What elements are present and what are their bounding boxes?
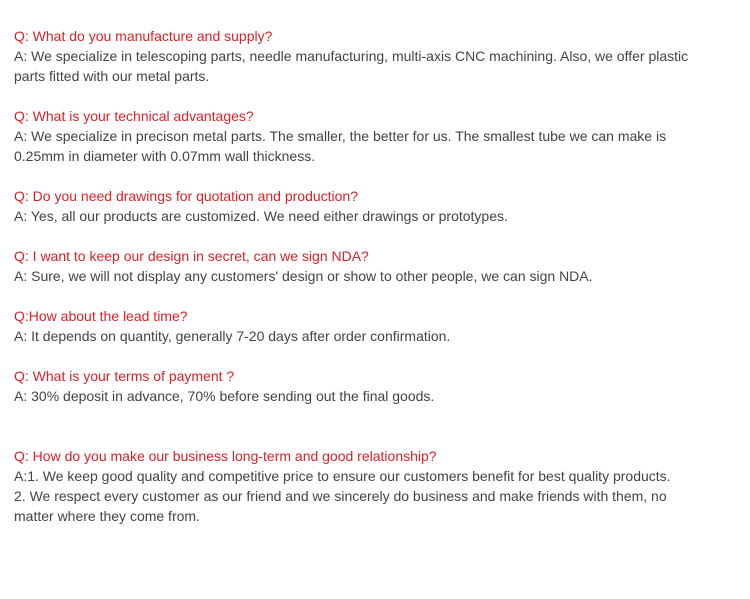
- faq-answer-line: 0.25mm in diameter with 0.07mm wall thickness.: [14, 148, 316, 164]
- faq-section: [14, 306, 742, 346]
- faq-answer-line: 2. We respect every customer as our friend and we sincerely do business and make friends with them, no: [14, 488, 667, 504]
- faq-answer-line: A: 30% deposit in advance, 70% before sending out the final goods.: [14, 388, 435, 404]
- faq-section: [14, 366, 742, 406]
- faq-question: Q: What is your terms of payment ?: [14, 368, 235, 384]
- faq-question: Q: Do you need drawings for quotation and production?: [14, 188, 359, 204]
- faq-section: [14, 246, 742, 286]
- faq-section: [14, 186, 742, 226]
- faq-section: [14, 446, 742, 526]
- faq-answer-line: A:1. We keep good quality and competitive price to ensure our customers benefit for best quality products.: [14, 468, 671, 484]
- faq-answer-line: A: It depends on quantity, generally 7-20 days after order confirmation.: [14, 328, 451, 344]
- faq-answer-line: A: Sure, we will not display any customers' design or show to other people, we can sign NDA.: [14, 268, 593, 284]
- faq-question: Q:How about the lead time?: [14, 308, 188, 324]
- faq-section: [14, 106, 742, 166]
- faq-answer-line: matter where they come from.: [14, 508, 200, 524]
- faq-answer-line: A: We specialize in precison metal parts. The smaller, the better for us. The smallest tube we can make is: [14, 128, 667, 144]
- faq-question: Q: What is your technical advantages?: [14, 108, 254, 124]
- faq-section: [14, 26, 742, 86]
- faq-question: Q: How do you make our business long-term and good relationship?: [14, 448, 437, 464]
- faq-list: [14, 26, 742, 526]
- faq-answer-line: A: Yes, all our products are customized. We need either drawings or prototypes.: [14, 208, 508, 224]
- faq-question: Q: What do you manufacture and supply?: [14, 28, 273, 44]
- faq-answer-line: A: We specialize in telescoping parts, needle manufacturing, multi-axis CNC machining. Also, we offer plastic: [14, 48, 689, 64]
- faq-question: Q: I want to keep our design in secret, can we sign NDA?: [14, 248, 369, 264]
- faq-answer-line: parts fitted with our metal parts.: [14, 68, 210, 84]
